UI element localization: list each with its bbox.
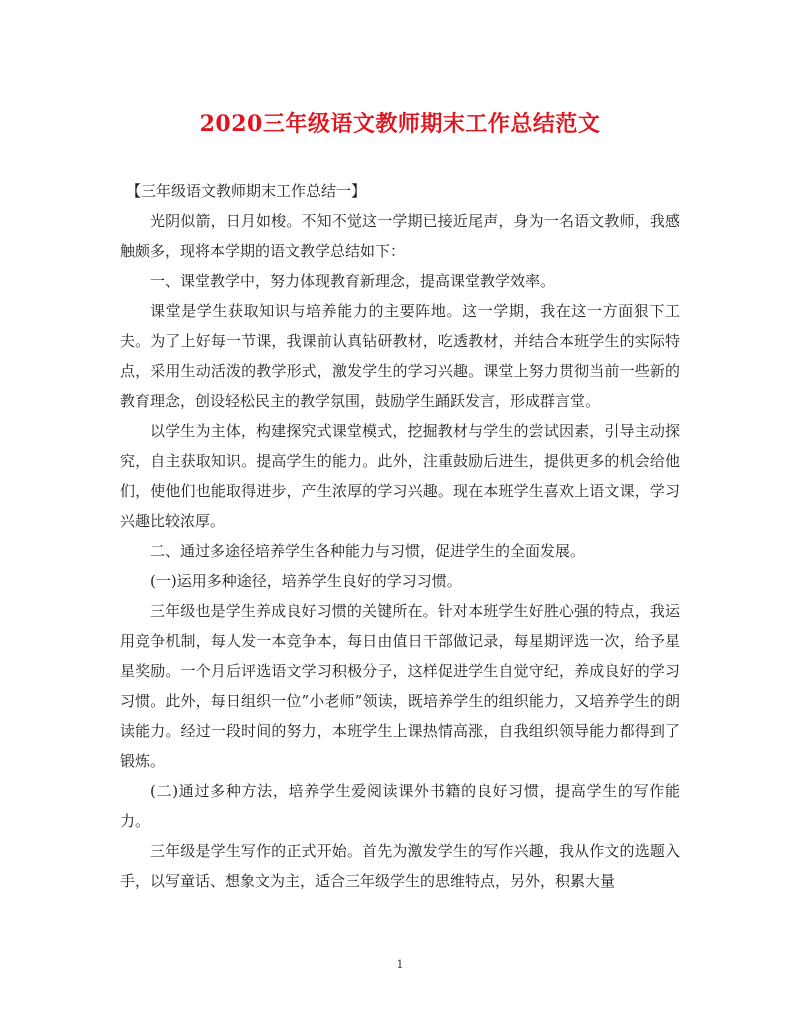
paragraph: 三年级是学生写作的正式开始。首先为激发学生的写作兴趣，我从作文的选题入手，以写童话、想象文为主，适合三年级学生的思维特点，另外，积累大量 [120,842,680,890]
section-heading: 【三年级语文教师期末工作总结一】 [126,182,367,200]
paragraph: (二)通过多种方法，培养学生爱阅读课外书籍的良好习惯，提高学生的写作能力。 [120,782,680,830]
document-title: 2020三年级语文教师期末工作总结范文 [199,111,601,137]
paragraph: (一)运用多种途径，培养学生良好的学习习惯。 [150,572,462,590]
paragraph: 二、通过多途径培养学生各种能力与习惯，促进学生的全面发展。 [150,542,586,560]
document-body [120,176,680,896]
paragraph: 一、课堂教学中，努力体现教育新理念，提高课堂教学效率。 [150,272,556,290]
paragraph: 光阴似箭，日月如梭。不知不觉这一学期已接近尾声，身为一名语文教师，我感触颇多，现将本学期的语文教学总结如下： [120,212,680,260]
paragraph: 三年级也是学生养成良好习惯的关键所在。针对本班学生好胜心强的特点，我运用竞争机制，每人发一本竞争本，每日由值日干部做记录，每星期评选一次，给予星星奖励。一个月后评选语文学习积极分子，这样促进学生自觉守纪，养成良好的学习习惯。此外，每日组织一位”小老师”领读，既培养学生的组织能力，又培养学生的朗读能力。经过一段时间的努力，本班学生上课热情高涨，自我组织领导能力都得到了锻炼。 [120,602,680,770]
paragraph: 以学生为主体，构建探究式课堂模式，挖掘教材与学生的尝试因素，引导主动探究，自主获取知识。提高学生的能力。此外，注重鼓励后进生，提供更多的机会给他们，使他们也能取得进步，产生浓厚的学习兴趣。现在本班学生喜欢上语文课，学习兴趣比较浓厚。 [120,422,680,530]
paragraph: 课堂是学生获取知识与培养能力的主要阵地。这一学期，我在这一方面狠下工夫。为了上好每一节课，我课前认真钻研教材，吃透教材，并结合本班学生的实际特点，采用生动活泼的教学形式，激发学生的学习兴趣。课堂上努力贯彻当前一些新的教育理念，创设轻松民主的教学氛围，鼓励学生踊跃发言，形成群言堂。 [120,302,680,410]
page-number: 1 [396,958,404,971]
